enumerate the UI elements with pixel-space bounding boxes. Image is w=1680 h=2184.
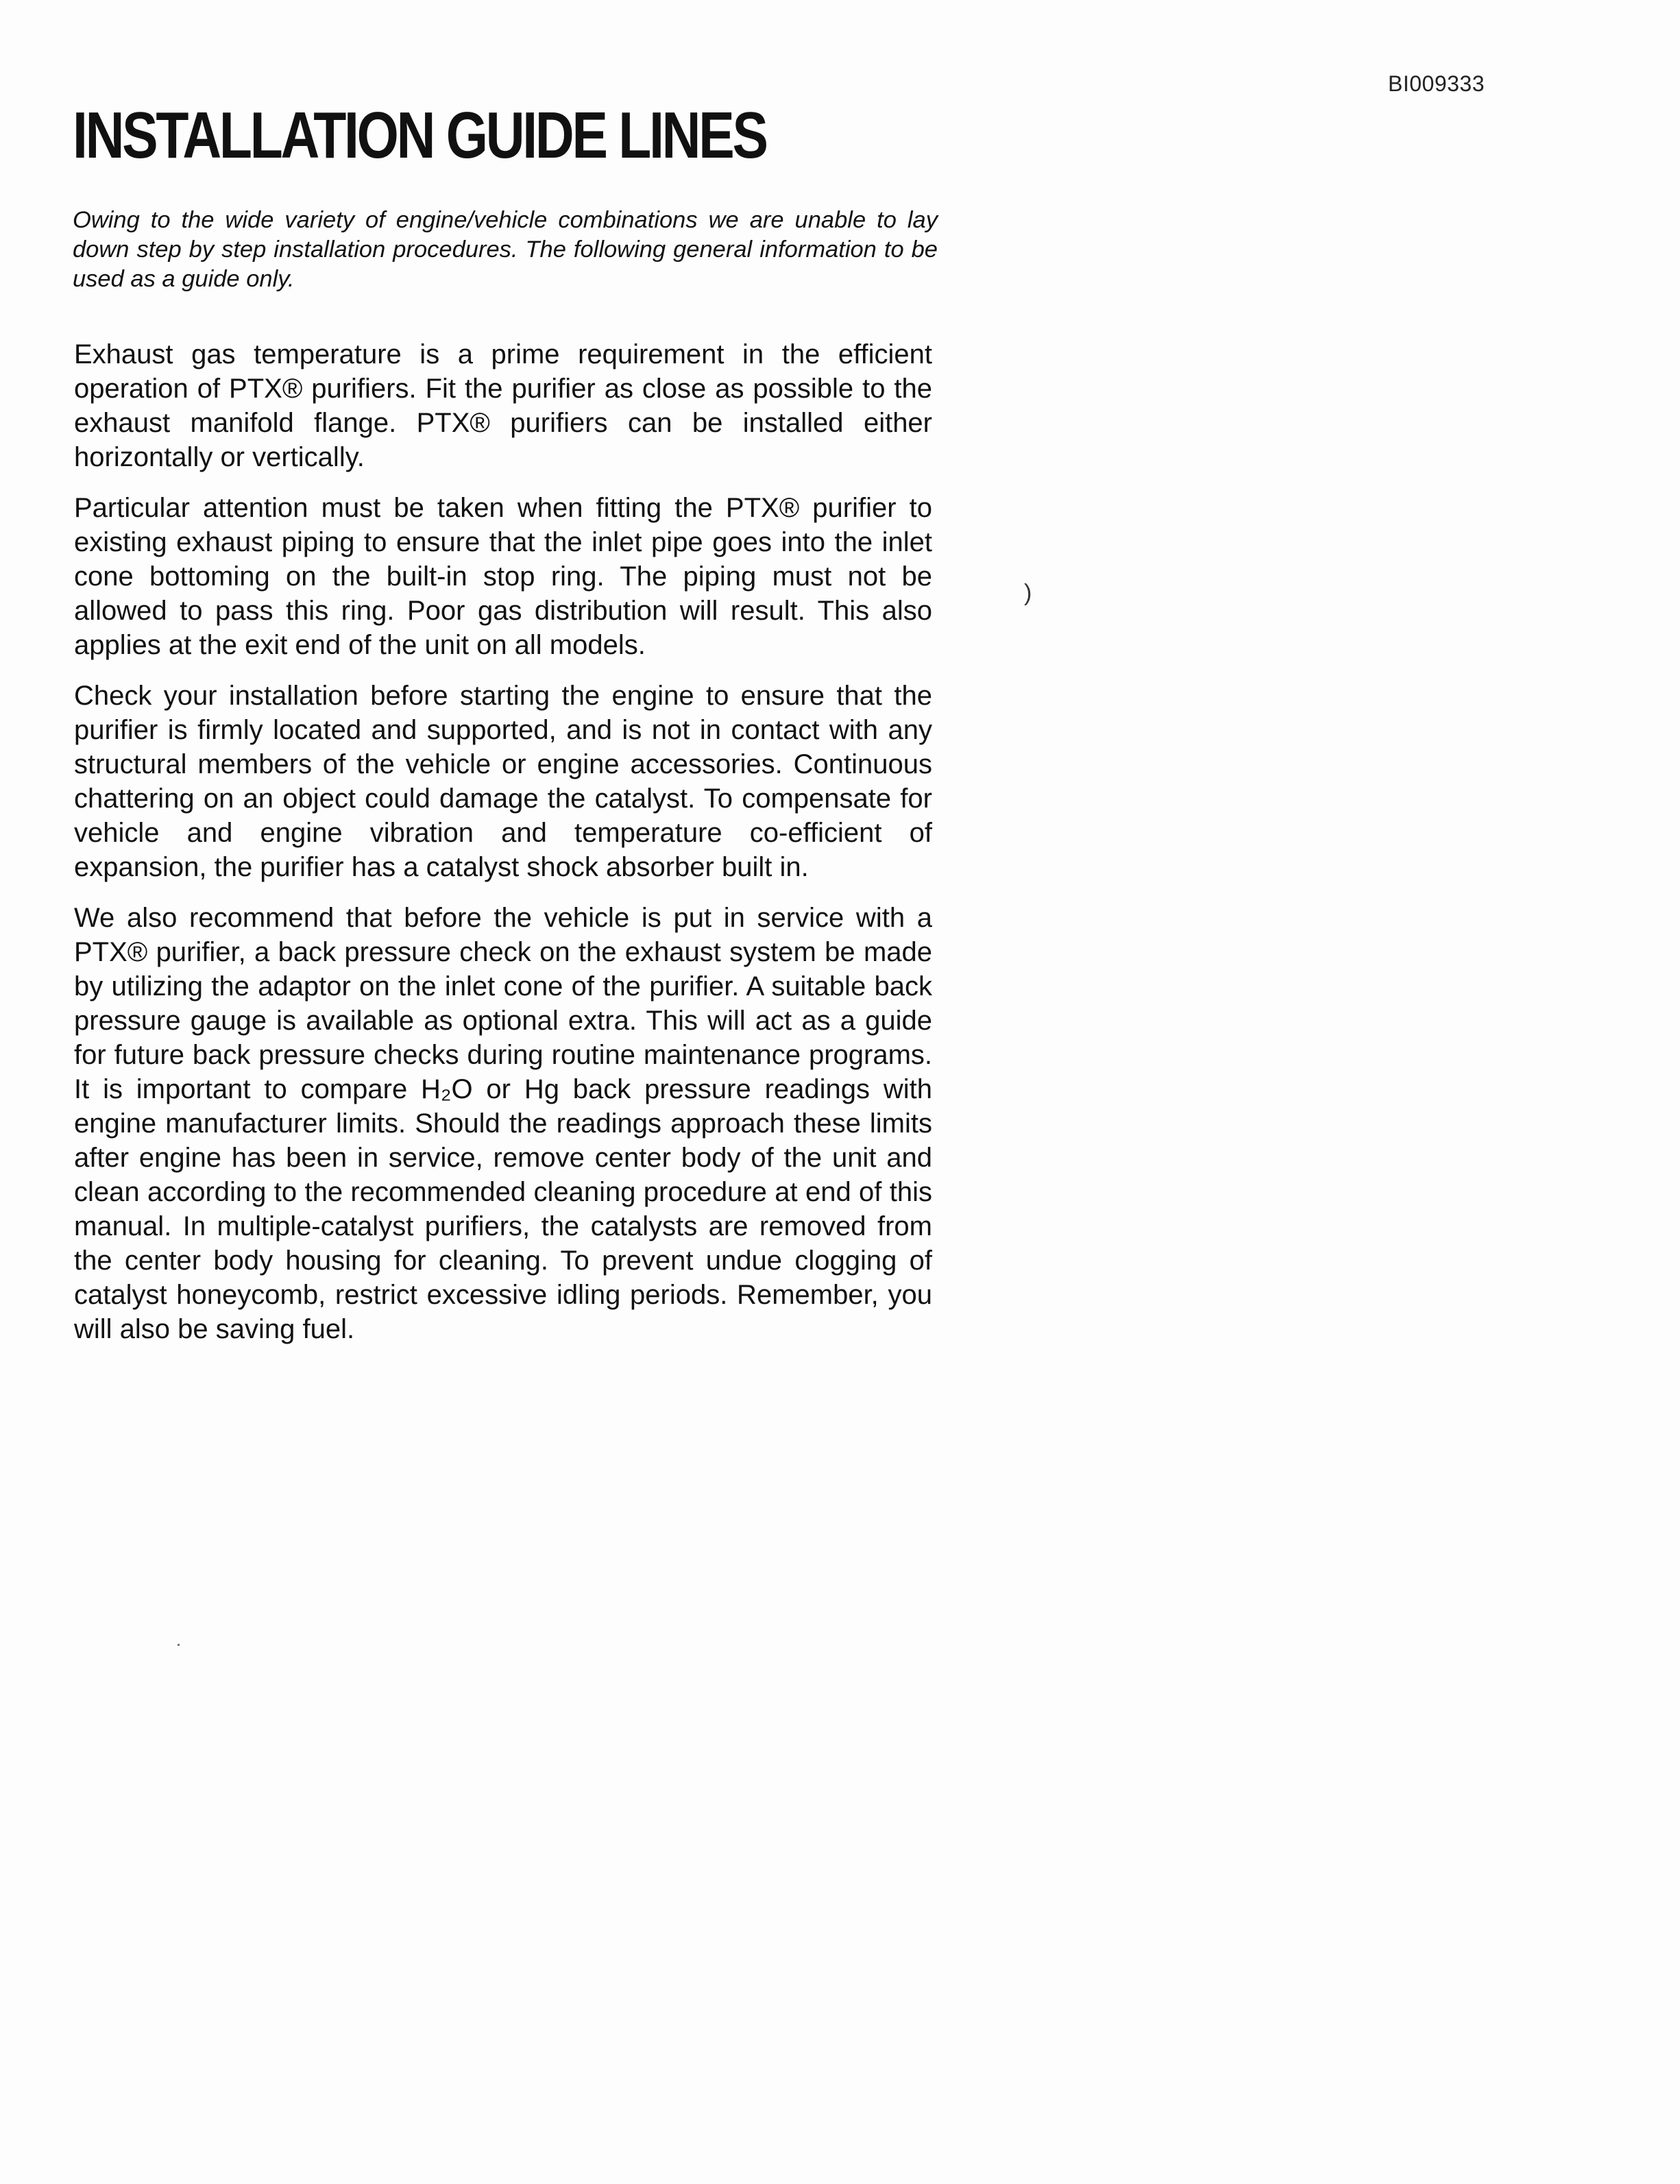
paragraph-back-pressure: We also recommend that before the vehicle is put in service with a PTX® purifier, a back pressure check on the exhaust system be made by utilizing the adaptor on the inlet cone of the purifier. A suitable back pressure gauge is available as optional extra. This will act as a guide for future back pressure checks during routine maintenance programs. It is important to compare H₂O or Hg back pressure readings with engine manufacturer limits. Should the readings approach these limits after engine has been in service, remove center body of the unit and clean according to the recommended cleaning procedure at end of this manual. In multiple-catalyst purifiers, the catalysts are removed from the center body housing for cleaning. To prevent undue clogging of catalyst honeycomb, restrict excessive idling periods. Remember, you will also be saving fuel. — [74, 903, 932, 1344]
paragraph-check-installation: Check your installation before starting the engine to ensure that the purifier is firmly located and supported, and is not in contact with any structural members of the vehicle or engine accessories. Continuous chattering on an object could damage the catalyst. To compensate for vehicle and engine vibration and temperature co-efficient of expansion, the purifier has a catalyst shock absorber built in. — [74, 681, 932, 882]
intro-paragraph: Owing to the wide variety of engine/vehicle combinations we are unable to lay down step by step installation procedures. The following general information to be used as a guide only. — [73, 207, 938, 292]
stray-scan-mark: ) — [1024, 580, 1032, 606]
stray-scan-dot — [178, 1644, 180, 1646]
page-title: INSTALLATION GUIDE LINES — [73, 99, 766, 172]
paragraph-exhaust-temperature: Exhaust gas temperature is a prime requirement in the efficient operation of PTX® purifiers. Fit the purifier as close as possible to the exhaust manifold flange. PTX® purifiers can be installed either horizontally or vertically. — [74, 339, 932, 472]
paragraph-piping-attention: Particular attention must be taken when fitting the PTX® purifier to existing exhaust piping to ensure that the inlet pipe goes into the inlet cone bottoming on the built-in stop ring. The piping must not be allowed to pass this ring. Poor gas distribution will result. This also applies at the exit end of the unit on all models. — [74, 493, 932, 660]
document-id: BI009333 — [1388, 71, 1485, 96]
body-text — [74, 337, 932, 1363]
